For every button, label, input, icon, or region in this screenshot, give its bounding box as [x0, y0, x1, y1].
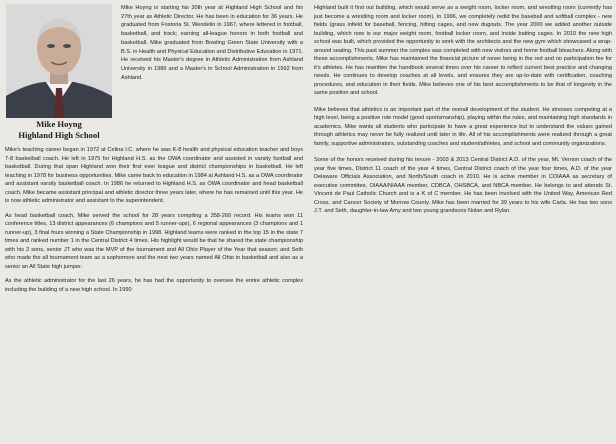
intro-paragraph: Mike Hoyng is starting his 30th year at Highland High School and his 27th year as Athletic Director. He has been in education for 36 years. He graduated from Fostoria St. Wendelin in 1967, where lettered in football, basketball, and track; earning all-league honors in both football and basketball. Mike graduated from Bowling Green State University with a B.S. in Health and Physical Education and Distributive Education in 1971. He received his Master's degree in Athletic Administration from Ashland University in 1986 and a Master's in School Administration in 1992 from Ashland.	[121, 5, 303, 81]
portrait-illustration	[6, 4, 112, 118]
right-column	[314, 4, 612, 216]
caption-name: Mike Hoyng	[36, 119, 82, 129]
beliefs-paragraph: Mike believes that athletics is an important part of the overall development of the student. He stresses competing at a high level, being a positive role model (good sportsmanship), playing within the rules, and maintaining high standards in academics. Mike wants all students who participate to have a great experience but to understand the values gained through athletics may never be fully realized until later in life. All of his accomplishments were realized through a great family, supportive administrators, outstanding coaches and student/athletes, and school and community organizations.	[314, 106, 612, 147]
portrait-block	[5, 4, 113, 140]
intro-block	[121, 4, 303, 140]
honors-paragraph: Some of the honors received during his tenure - 2003 & 2013 Central District A.D. of the year, Mt. Vernon coach of the year five times, District 11 coach of the year 4 times, Central District coach of the year four times, A.D. of the year Delaware Officials Association, and North/South coach in 2010. He is active member in COIAAA as secretary of executive committee, OIAAA/NIAAA member, CDBCA, OHSBCA, and NBCA member. He belongs to and attends St. Vincent de Paul Catholic Church and is a K of C member. He has been involved with the United Way, American Red Cross, and Cancer Society of Morrow County. Mike has been married for 39 years to his wife Carla. He has two sons J.T. and Seth, daughter-in-law Amy and two young grandsons Nolan and Rylan.	[314, 157, 612, 214]
portrait-photo	[6, 4, 112, 118]
portrait-caption	[5, 119, 113, 140]
left-column	[5, 4, 303, 294]
facilities-paragraph: Highland built it first out building, which would serve as a weight room, locker room, and wrestling room (currently has just become a wrestling room and locker room). In 1996, we completely redid the baseball and softball complex - new fields (grass infield for baseball, fencing, hitting cages, and new dugouts. The year 2000 we added another outside building, which now is our major weight room, football locker room, and inside batting cages. In 2010 the new high school was built, which provided the opportunity to work with the architects and the new gym which showcased a wrap-around seating. This past summer the complex was completed with new visitors and home football bleachers. Along with these accomplishments, Mike has maintained the financial picture of never being in the red and no participation fee for it's athletes. He has rewritten the handbook several times over his career to reflect current best practice and changing needs. He continues to develop coaches at all levels, and ensures they are up-to-date with certification, coaching procedures, and education in their fields. Mike believes one of his best accomplishments to be that of longevity in the same position and school.	[314, 5, 612, 96]
header-row	[5, 4, 303, 140]
coaching-paragraph: As head basketball coach, Mike served the school for 28 years compiling a 358-260 record. His teams won 11 conference titles, 13 district appearances (6 champions and 5 runner-ups), 6 regional appearances (3 champions and 1 runner-up), 3 final fours winning a State Championship in 1998. Highland teams were ranked in the top 15 in the state 7 times and ranked number 1 in the Central District 4 times. His highlight would be that he shared the state championship with his 2 sons, senior JT who was the MVP of the tournament and All Ohio Player of the Year that season; and Seth who made the all tournament team as a sophomore and the next two years named All Ohio in basketball and also as a senior an All State high jumper.	[5, 212, 303, 270]
caption-school: Highland High School	[18, 129, 100, 140]
career-paragraph: Mike's teaching career began in 1972 at Celina I.C. where he was K-8 health and physical education teacher and boys 7-8 basketball coach. He left in 1975 for Highland H.S. as the OWA coordinator and assisted in varsity football and basketball. During that span Highland won their first ever league and district championships in basketball. He left teaching in 1978 for business opportunities. Mike came back to education in 1984 at Ashland H.S. as a OWA coordinator and assistant varsity basketball coach. In 1986 he returned to Highland H.S. as OWA coordinator and head basketball coach. Mike became assistant principal and athletic director three years later, where he has remained until this year. He is now athletic administrator and assistant to the superintendent.	[5, 147, 303, 204]
administration-paragraph: As the athletic administrator for the last 26 years, he has had the opportunity to oversee the entire athletic complex including the building of a new high school. In 1990	[5, 278, 303, 293]
